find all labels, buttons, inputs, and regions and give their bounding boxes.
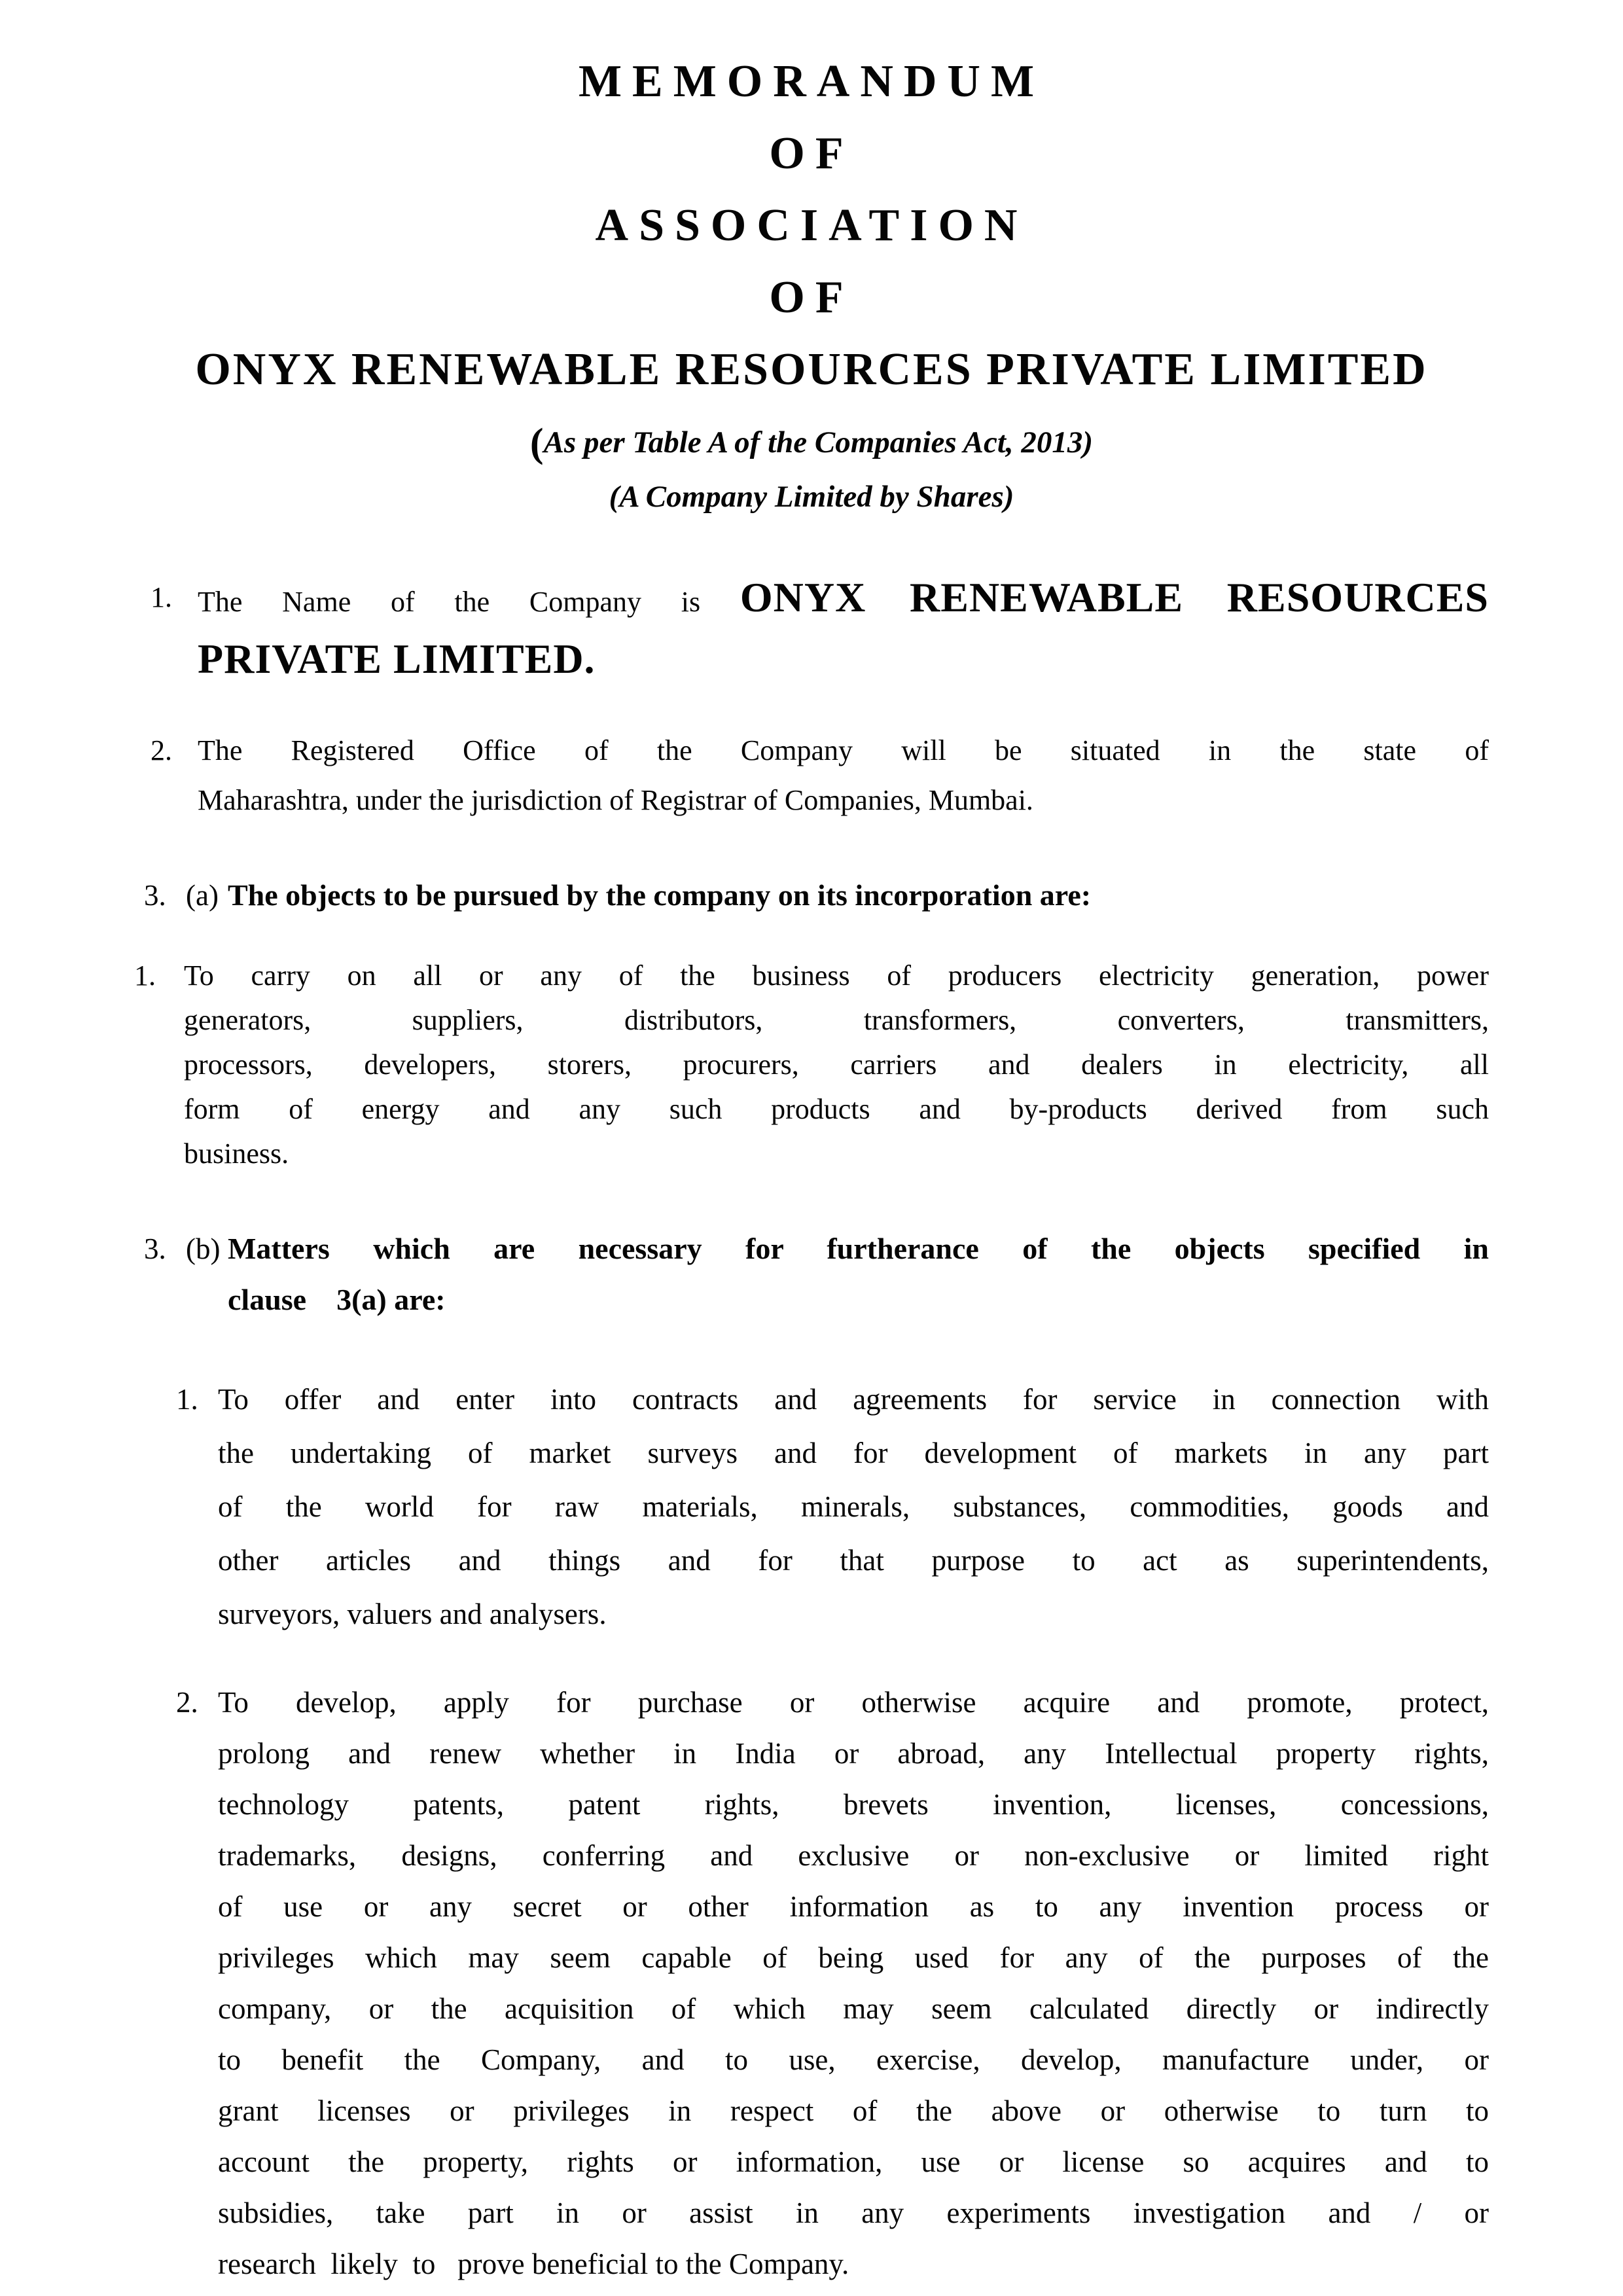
text-line: trademarks, designs, conferring and exclusive or non-exclusive or limited right xyxy=(218,1839,1489,1872)
item-3a-heading xyxy=(228,870,1489,921)
text-line: generators, suppliers, distributors, transformers, converters, transmitters, xyxy=(184,1004,1489,1036)
text-line: technology patents, patent rights, brevets invention, licenses, concessions, xyxy=(218,1788,1489,1821)
text-line: The Registered Office of the Company will be situated in the state of xyxy=(198,734,1489,766)
item-3a-number: 3. xyxy=(144,879,166,912)
furtherance-item-2-text xyxy=(218,1677,1489,2289)
text-line: subsidies, take part in or assist in any experiments investigation and / or xyxy=(218,2197,1489,2229)
item-3a xyxy=(134,870,1489,921)
title-line-association: ASSOCIATION xyxy=(595,200,1028,251)
item-2-number: 2. xyxy=(151,734,172,766)
item-2 xyxy=(134,726,1489,825)
item-3b xyxy=(134,1223,1489,1325)
item-1-text xyxy=(198,568,1489,687)
text-line: prolong and renew whether in India or abroad, any Intellectual property rights, xyxy=(218,1737,1489,1770)
title-line-memorandum: MEMORANDUM xyxy=(578,56,1045,107)
objects-item-1-number: 1. xyxy=(134,960,156,992)
furtherance-item-1-text xyxy=(218,1372,1489,1641)
text-line: To develop, apply for purchase or otherwise acquire and promote, protect, xyxy=(218,1686,1489,1719)
title-company-name: ONYX RENEWABLE RESOURCES PRIVATE LIMITED xyxy=(195,344,1428,395)
item-3b-label: (b) xyxy=(186,1232,221,1265)
text-line: research likely to prove beneficial to the Company. xyxy=(218,2248,849,2280)
furtherance-item-2-number: 2. xyxy=(176,1686,198,1719)
furtherance-item-1 xyxy=(134,1372,1489,1641)
text-line: Matters which are necessary for furtherance of the objects specified in xyxy=(228,1232,1489,1265)
furtherance-item-2 xyxy=(134,1677,1489,2289)
text-line: business. xyxy=(184,1138,289,1170)
item-1-prefix: The Name of the Company is xyxy=(198,586,740,618)
title-line-of-2: OF xyxy=(769,272,854,323)
text-line: To offer and enter into contracts and agreements for service in connection with xyxy=(218,1383,1489,1416)
objects-item-1 xyxy=(134,954,1489,1176)
item-3b-heading xyxy=(228,1223,1489,1325)
subtitle-table-a xyxy=(134,423,1489,463)
item-1-company-name-part1: ONYX RENEWABLE RESOURCES xyxy=(740,574,1489,620)
text-line: company, or the acquisition of which may seem calculated directly or indirectly xyxy=(218,1992,1489,2025)
text-line: other articles and things and for that purpose to act as superintendents, xyxy=(218,1544,1489,1577)
title-block xyxy=(134,56,1489,514)
text-line: To carry on all or any of the business of producers electricity generation, power xyxy=(184,960,1489,992)
title-line-of-1: OF xyxy=(769,128,854,179)
text-line: to benefit the Company, and to use, exercise, develop, manufacture under, or xyxy=(218,2043,1489,2076)
subtitle-limited-by-shares: (A Company Limited by Shares) xyxy=(609,480,1014,514)
text-line xyxy=(198,568,1489,632)
text-line: Maharashtra, under the jurisdiction of Registrar of Companies, Mumbai. xyxy=(198,784,1033,816)
main-list xyxy=(134,568,1489,2289)
furtherance-item-1-number: 1. xyxy=(176,1383,198,1416)
text-line: privileges which may seem capable of being used for any of the purposes of the xyxy=(218,1941,1489,1974)
text-line: The objects to be pursued by the company on its incorporation are: xyxy=(228,878,1092,912)
objects-item-1-text xyxy=(184,954,1489,1176)
text-line: grant licenses or privileges in respect of the above or otherwise to turn to xyxy=(218,2094,1489,2127)
text-line: surveyors, valuers and analysers. xyxy=(218,1598,607,1630)
item-1 xyxy=(134,568,1489,687)
text-line: of the world for raw materials, minerals, substances, commodities, goods and xyxy=(218,1490,1489,1523)
text-line: of use or any secret or other information as to any invention process or xyxy=(218,1890,1489,1923)
text-line: the undertaking of market surveys and for development of markets in any part xyxy=(218,1437,1489,1469)
subtitle-open-paren: ( xyxy=(529,421,544,465)
text-line: processors, developers, storers, procurers, carriers and dealers in electricity, all xyxy=(184,1049,1489,1081)
item-1-number: 1. xyxy=(151,581,172,613)
item-2-text xyxy=(198,726,1489,825)
subtitle-table-a-text: As per Table A of the Companies Act, 2013) xyxy=(543,425,1094,459)
text-line: account the property, rights or information, use or license so acquires and to xyxy=(218,2145,1489,2178)
item-1-company-name-part2: PRIVATE LIMITED. xyxy=(198,636,596,682)
text-line: clause 3(a) are: xyxy=(228,1283,446,1316)
text-line: form of energy and any such products and by-products derived from such xyxy=(184,1093,1489,1125)
item-3a-label: (a) xyxy=(186,879,219,912)
item-3b-number: 3. xyxy=(144,1232,166,1265)
